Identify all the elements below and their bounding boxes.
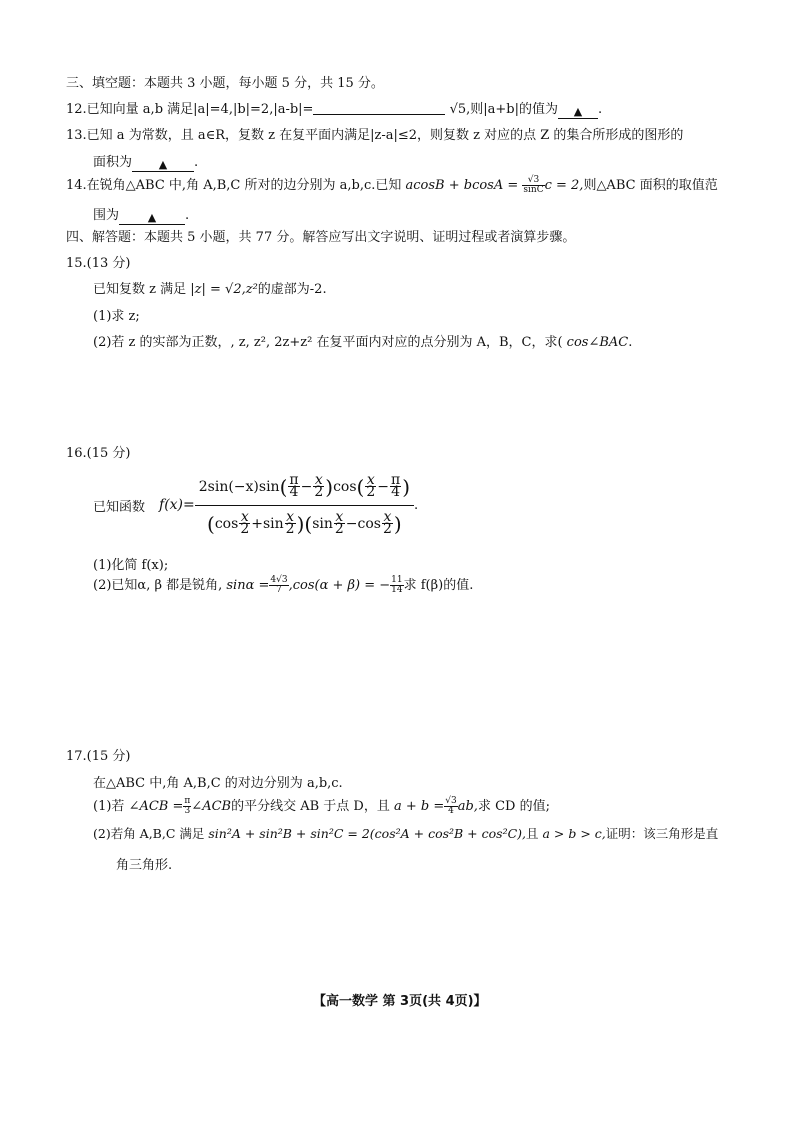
q16-p2-post: 求 f(β)的值. [403, 578, 474, 593]
q12-blank-2 [558, 106, 598, 119]
frac-pi-4 [390, 472, 401, 500]
frac-num: √3 [445, 796, 457, 806]
q15-part1: (1)求 z; [93, 309, 140, 324]
frac-num: π [184, 796, 191, 806]
frac-x-2 [334, 509, 345, 537]
frac-x-2 [382, 509, 393, 537]
q15-head: 15.(13 分) [66, 256, 131, 271]
q16-period: . [414, 497, 419, 513]
x: x [286, 509, 295, 525]
q16-part2 [93, 574, 473, 595]
q16-cab-frac [390, 576, 403, 595]
pi: π [391, 472, 401, 488]
q17-p1-frac2 [444, 797, 457, 816]
q15-part2 [93, 331, 632, 350]
q17-p1-f1: ∠ACB = [128, 799, 184, 814]
q16-denominator: (cos $\frac{x}{2}$ +sin $\frac{x}{2}$ )(sin $\frac{x}{2}$ −cos $\frac{x}{2}$ ) [207, 509, 402, 537]
frac-x-2 [365, 472, 376, 500]
q14-formula-a: acosB + bcosA = [405, 178, 523, 193]
q16-head: 16.(15 分) [66, 446, 131, 461]
page-footer: 【高一数学 第 3页(共 4页)】 [313, 994, 487, 1009]
q14-fraction [522, 176, 544, 195]
q17-p2-cond: a > b > c, [542, 826, 606, 841]
q12-text-b: √5,则|a+b|的值为 [449, 102, 559, 117]
q17-part2-line2: 角三角形. [116, 858, 173, 873]
q15-stem-post: 的虚部为-2. [257, 282, 327, 297]
q12-blank-1 [313, 102, 445, 115]
q14-frac-den: sinC [523, 185, 544, 195]
q16-numerator: 2sin(−x)sin( $\frac{\pi}{4}$ − $\frac{x}{2}$ )cos( $\frac{x}{2}$ − $\frac{\pi}{4}$ ) [195, 473, 414, 506]
q16-big-fraction [195, 473, 414, 538]
section-4-title: 四、解答题：本题共 5 小题，共 77 分。解答应写出文字说明、证明过程或者演算步骤。 [66, 230, 576, 245]
question-13-line2 [93, 151, 198, 172]
cab-num: 11 [391, 575, 403, 585]
frac-den: 3 [184, 806, 191, 816]
x: x [335, 509, 344, 525]
q17-stem: 在△ABC 中,角 A,B,C 的对边分别为 a,b,c. [93, 776, 343, 791]
q13-end: . [194, 155, 199, 170]
frac-den: 4 [448, 806, 454, 816]
q16-num-a: 2sin(−x)sin [198, 478, 280, 495]
answer-mark: ▲ [573, 105, 583, 118]
two: 2 [382, 521, 392, 537]
two: 2 [285, 521, 295, 537]
answer-mark: ▲ [147, 211, 157, 224]
q13-line2-text: 面积为 [93, 155, 133, 170]
q15-p2-formula: cos∠BAC [566, 335, 629, 350]
x: x [314, 472, 323, 488]
q14-end: . [185, 208, 190, 223]
q16-p2-mid: , β 都是锐角, [146, 578, 223, 593]
minus: − [377, 478, 389, 495]
q16-part1: (1)化简 f(x); [93, 558, 169, 573]
q16-stem-pre: 已知函数 [93, 499, 146, 515]
section-3-title: 三、填空题：本题共 3 小题，每小题 5 分，共 15 分。 [66, 76, 384, 91]
q16-fx: f(x)= [159, 497, 195, 513]
q17-part2 [93, 824, 718, 842]
q17-head: 17.(15 分) [66, 749, 131, 764]
q17-part1 [93, 795, 550, 816]
q14-blank [119, 212, 185, 225]
q17-p1-pre: (1)若 [93, 799, 125, 814]
q17-p2-formula: sin²A + sin²B + sin²C = 2(cos²A + cos²B + cos²C), [208, 826, 526, 841]
frac-x-2 [285, 509, 296, 537]
pi: π [289, 472, 299, 488]
q15-stem-pre: 已知复数 z 满足 [93, 282, 187, 297]
minus: − [300, 478, 313, 495]
q14-formula-b: c = 2, [544, 178, 584, 193]
frac-x-2 [239, 509, 250, 537]
q17-p1-f4: ab, [457, 799, 478, 814]
frac-pi-4 [288, 472, 299, 500]
q16-den-c: sin [312, 515, 333, 532]
frac-x-2 [313, 472, 324, 500]
q16-sin-alpha: sinα = [226, 578, 270, 593]
sa-num: 4√3 [270, 575, 288, 585]
q12-end: . [598, 102, 603, 117]
q17-p1-post: 求 CD 的值; [477, 799, 550, 814]
q17-p2-post: 证明：该三角形是直 [605, 826, 719, 841]
q14-post: 则△ABC 面积的取值范 [583, 178, 718, 193]
q14-pre: 14.在锐角△ABC 中,角 A,B,C 所对的边分别为 a,b,c.已知 [66, 178, 402, 193]
two: 2 [240, 521, 250, 537]
q12-text-a: 12.已知向量 a,b 满足|a|=4,|b|=2,|a-b|= [66, 102, 314, 117]
q14-line2-text: 围为 [93, 208, 120, 223]
question-13-line1: 13.已知 a 为常数，且 a∈R，复数 z 在复平面内满足|z-a|≤2，则复数 z 对应的点 Z 的集合所形成的图形的 [66, 128, 684, 143]
two: 2 [334, 521, 344, 537]
q15-p2-end: . [628, 335, 633, 350]
q16-sa-frac [269, 576, 288, 595]
two: 2 [366, 484, 376, 500]
q14-frac-num: √3 [522, 176, 544, 186]
q16-p2-pre: (2)已知 [93, 578, 138, 593]
q15-stem [93, 278, 327, 297]
q16-function [93, 470, 418, 540]
q16-den-d: −cos [345, 515, 381, 532]
q16-num-b: cos [333, 478, 357, 495]
q17-p1-f2: ∠ACB [191, 799, 232, 814]
four: 4 [391, 484, 401, 500]
q16-den-b: +sin [251, 515, 284, 532]
answer-mark: ▲ [158, 158, 168, 171]
cab-den: 14 [391, 585, 403, 595]
x: x [383, 509, 392, 525]
q15-stem-formula: |z| = √2,z² [190, 282, 258, 297]
question-14-line2 [93, 204, 189, 225]
question-12 [66, 98, 602, 119]
x: x [366, 472, 375, 488]
q17-p2-mid: 且 [526, 826, 539, 841]
q17-p2-pre: (2)若角 A,B,C 满足 [93, 826, 205, 841]
q17-p1-f3: a + b = [393, 799, 445, 814]
q16-alpha: α [137, 578, 147, 593]
two: 2 [314, 484, 324, 500]
sa-den: 7 [276, 585, 282, 595]
question-14-line1 [66, 174, 718, 195]
q16-den-a: cos [214, 515, 239, 532]
q13-blank [132, 159, 194, 172]
q17-p1-mid: 的平分线交 AB 于点 D，且 [231, 799, 390, 814]
q16-cos-ab: ,cos(α + β) = − [288, 578, 391, 593]
x: x [240, 509, 249, 525]
four: 4 [289, 484, 299, 500]
q15-p2-pre: (2)若 z 的实部为正数，, z, z², 2z+z² 在复平面内对应的点分别为 A，B，C，求( [93, 335, 563, 350]
